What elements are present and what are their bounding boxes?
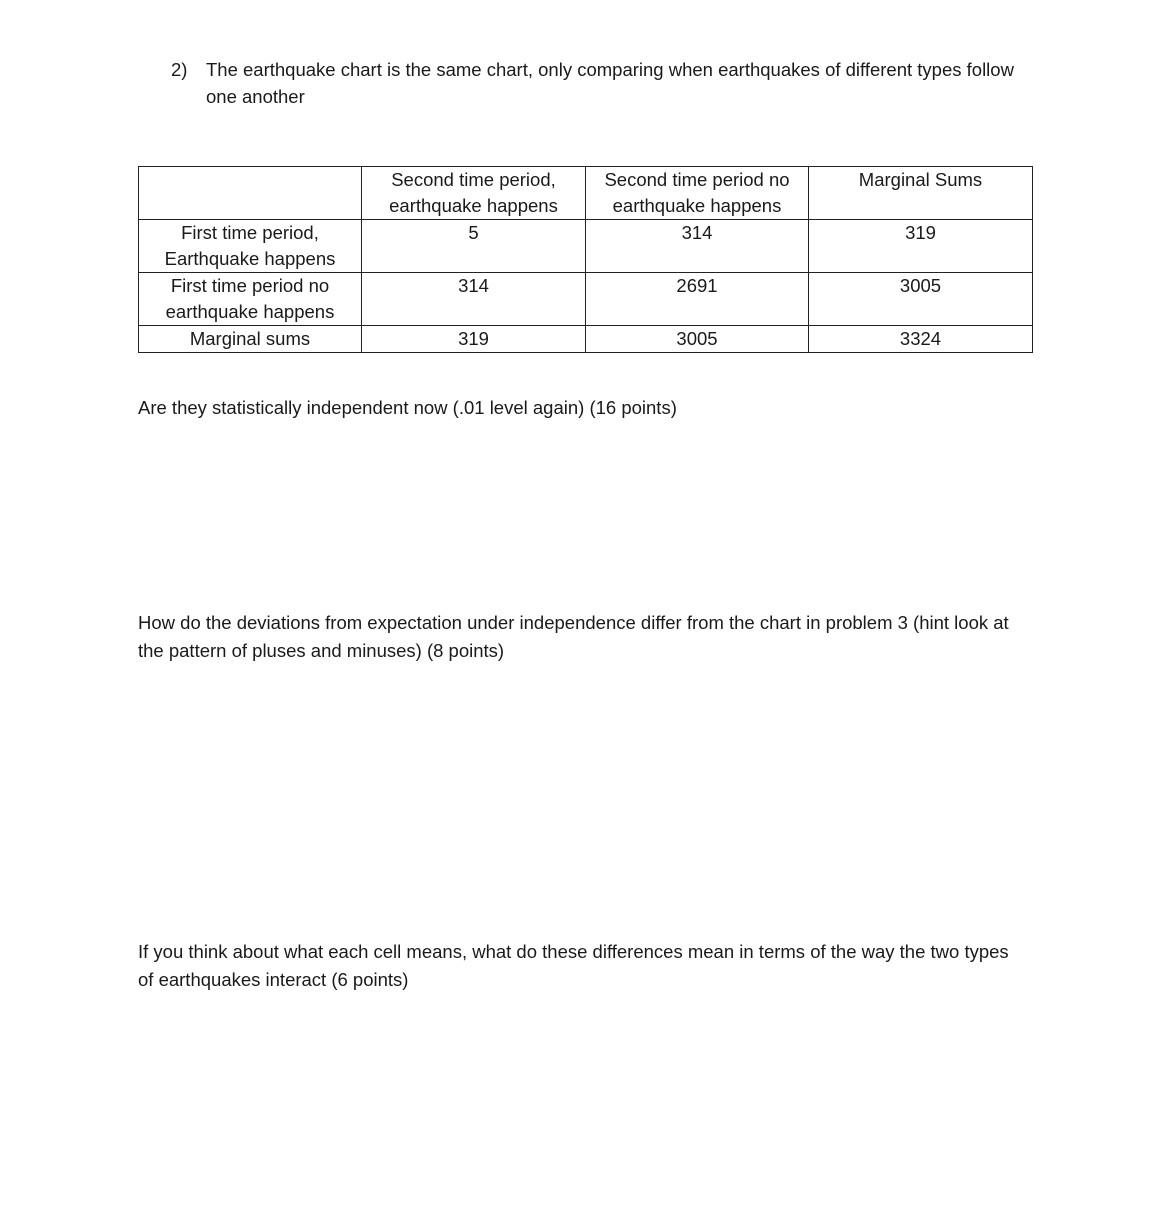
table-cell: 5 xyxy=(362,220,586,273)
row-label: First time period no earthquake happens xyxy=(139,273,362,326)
table-cell: 314 xyxy=(362,273,586,326)
contingency-table xyxy=(138,166,1033,353)
table-cell: 3005 xyxy=(586,326,809,353)
table-cell: 319 xyxy=(809,220,1033,273)
prompt-independence: Are they statistically independent now (.01 level again) (16 points) xyxy=(138,397,677,418)
header-cell-second-no-eq: Second time period no earthquake happens xyxy=(586,167,809,220)
header-cell-second-eq: Second time period, earthquake happens xyxy=(362,167,586,220)
table-row xyxy=(139,273,1033,326)
row-label: Marginal sums xyxy=(139,326,362,353)
header-cell-corner xyxy=(139,167,362,220)
prompt-deviations: How do the deviations from expectation under independence differ from the chart in problem 3 (hint look at the pattern of pluses and minuses) (8 points) xyxy=(138,612,1009,661)
row-label: First time period, Earthquake happens xyxy=(139,220,362,273)
table-header-row xyxy=(139,167,1033,220)
prompt-interaction: If you think about what each cell means, what do these differences mean in terms of the way the two types of earthquakes interact (6 points) xyxy=(138,941,1009,990)
question-text: The earthquake chart is the same chart, only comparing when earthquakes of different types follow one another xyxy=(206,59,1014,107)
table-cell: 3005 xyxy=(809,273,1033,326)
table-cell: 3324 xyxy=(809,326,1033,353)
table-cell: 2691 xyxy=(586,273,809,326)
header-cell-marginal: Marginal Sums xyxy=(809,167,1033,220)
table-row xyxy=(139,326,1033,353)
table-row xyxy=(139,220,1033,273)
question-number: 2) xyxy=(171,59,188,80)
table-cell: 314 xyxy=(586,220,809,273)
table-cell: 319 xyxy=(362,326,586,353)
